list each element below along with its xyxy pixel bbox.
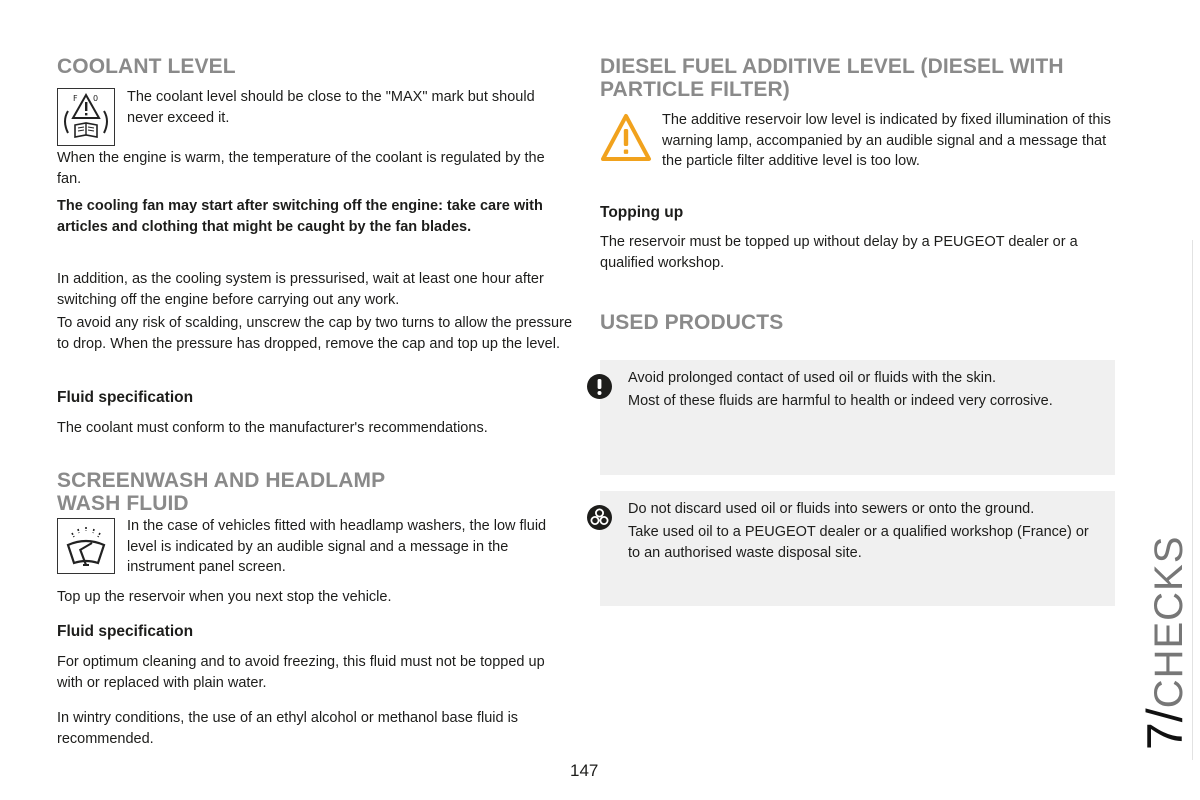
coolant-warning-icon <box>57 88 115 146</box>
screenwash-paragraph-2: In wintry conditions, the use of an ethyl alcohol or methanol base fluid is recommended. <box>57 710 519 747</box>
environment-line1: Do not discard used oil or fluids into sewers or onto the ground. <box>628 501 1035 517</box>
screenwash-spec-text: For optimum cleaning and to avoid freezing, this fluid must not be topped up with or replaced with plain water. <box>57 654 545 691</box>
chapter-title: CHECKS <box>1147 535 1191 709</box>
recycle-icon <box>587 505 612 530</box>
screenwash-icon-text: In the case of vehicles fitted with headlamp washers, the low fluid level is indicated by an audible signal and a message in the instrument panel screen. <box>127 518 547 575</box>
page-number: 147 <box>570 761 599 780</box>
svg-text:0: 0 <box>93 94 99 103</box>
coolant-fan-warning: The cooling fan may start after switching off the engine: take care with articles and clothing that might be caught by the fan blades. <box>57 198 543 235</box>
topping-up-text: The reservoir must be topped up without delay by a PEUGEOT dealer or a qualified workshop. <box>600 234 1078 271</box>
coolant-spec-text: The coolant must conform to the manufacturer's recommendations. <box>57 420 488 436</box>
exclamation-circle-icon <box>587 374 612 399</box>
screenwash-title-line1: SCREENWASH AND HEADLAMP <box>57 469 386 492</box>
health-warning-line1: Avoid prolonged contact of used oil or fluids with the skin. <box>628 370 997 386</box>
warning-triangle-icon <box>599 112 653 164</box>
coolant-paragraph-1: When the engine is warm, the temperature of the coolant is regulated by the fan. <box>57 150 545 187</box>
diesel-title-line2: PARTICLE FILTER) <box>600 78 790 101</box>
windscreen-washer-icon <box>57 518 115 574</box>
coolant-paragraph-2: In addition, as the cooling system is pressurised, wait at least one hour after switching off the engine before carrying out any work. <box>57 271 544 308</box>
coolant-spec-title: Fluid specification <box>57 389 194 406</box>
topping-up-title: Topping up <box>600 204 684 221</box>
chapter-slash: / <box>1137 708 1193 723</box>
screenwash-paragraph-1: Top up the reservoir when you next stop the vehicle. <box>57 589 392 605</box>
health-warning-line2: Most of these fluids are harmful to health or indeed very corrosive. <box>628 393 1053 409</box>
chapter-number: 7 <box>1137 722 1193 750</box>
coolant-paragraph-3: To avoid any risk of scalding, unscrew the cap by two turns to allow the pressure to drop. When the pressure has dropped, remove the cap and top up the level. <box>57 315 573 352</box>
environment-line2: Take used oil to a PEUGEOT dealer or a qualified workshop (France) or to an authorised waste disposal site. <box>628 524 1089 561</box>
svg-text:F: F <box>73 94 78 103</box>
screenwash-title-line2: WASH FLUID <box>57 492 189 515</box>
coolant-level-title: COOLANT LEVEL <box>57 55 236 78</box>
chapter-tab <box>1136 536 1194 750</box>
coolant-icon-text: The coolant level should be close to the "MAX" mark but should never exceed it. <box>127 89 535 126</box>
used-products-title: USED PRODUCTS <box>600 311 784 334</box>
diesel-title-line1: DIESEL FUEL ADDITIVE LEVEL (DIESEL WITH <box>600 55 1064 78</box>
screenwash-spec-title: Fluid specification <box>57 623 194 640</box>
diesel-warning-text: The additive reservoir low level is indicated by fixed illumination of this warning lamp, accompanied by an audible signal and a message that the particle filter additive level is too low. <box>662 112 1111 169</box>
